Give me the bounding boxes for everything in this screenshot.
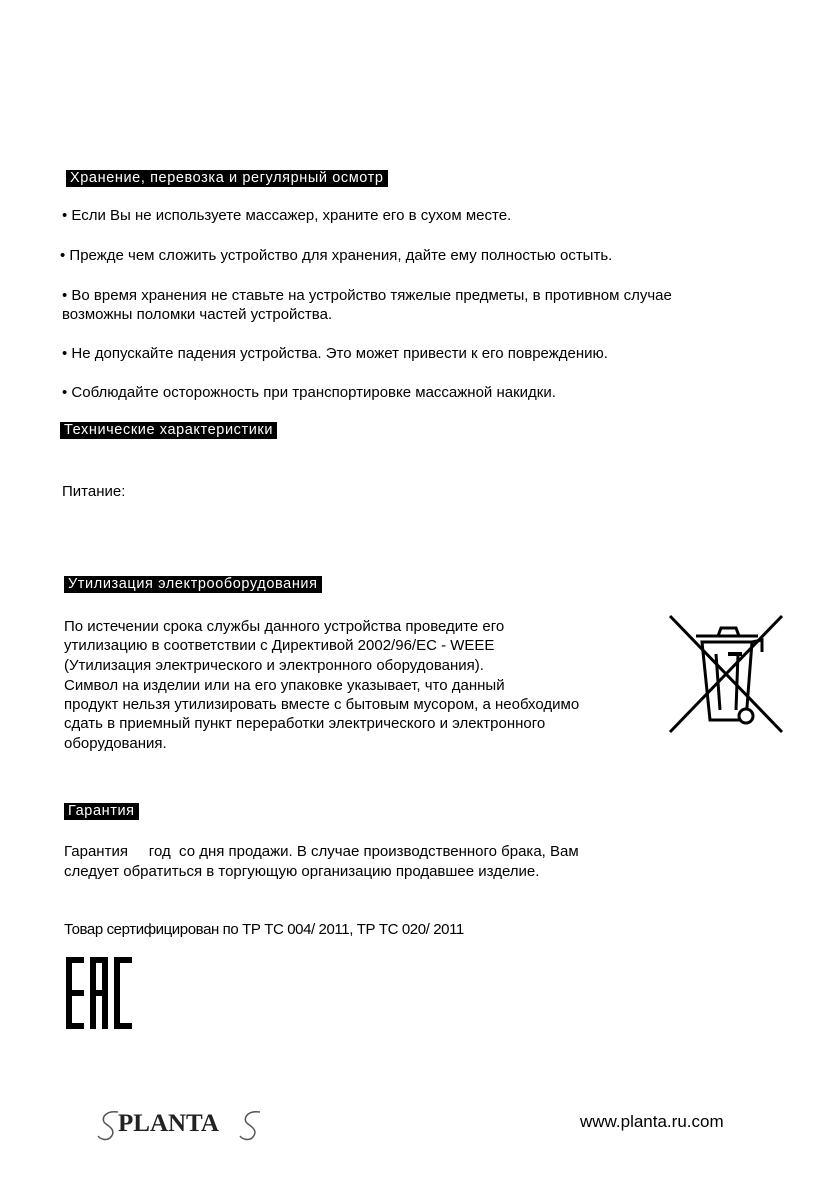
disposal-line-6: сдать в приемный пункт переработки электрического и электронного (64, 715, 546, 732)
disposal-line-1: По истечении срока службы данного устройства проведите его (64, 618, 505, 635)
website-url[interactable]: www.planta.ru.com (580, 1112, 724, 1131)
storage-heading: Хранение, перевозка и регулярный осмотр (66, 170, 388, 187)
disposal-line-2: утилизацию в соответствии с Директивой 2002/96/ЕС - WEEE (64, 637, 495, 654)
certification-text: Товар сертифицирован по ТР ТС 004/ 2011, ТР ТС 020/ 2011 (64, 921, 464, 938)
warranty-heading: Гарантия (64, 803, 139, 820)
disposal-line-7: оборудования. (64, 735, 167, 752)
disposal-line-5: продукт нельзя утилизировать вместе с бытовым мусором, а необходимо (64, 696, 580, 713)
warranty-line-1: Гарантия год со дня продажи. В случае производственного брака, Вам (64, 843, 579, 860)
storage-item-3-cont: возможны поломки частей устройства. (62, 306, 333, 323)
crossed-out-wheelie-bin-icon (666, 612, 786, 736)
power-label: Питание: (62, 483, 126, 500)
storage-item-4: • Не допускайте падения устройства. Это может привести к его повреждению. (62, 345, 608, 362)
specs-heading: Технические характеристики (60, 422, 277, 439)
warranty-line-2: следует обратиться в торгующую организацию продавшее изделие. (64, 863, 540, 880)
eac-mark-icon (66, 957, 132, 1029)
disposal-line-3: (Утилизация электрического и электронного оборудования). (64, 657, 484, 674)
storage-item-1: • Если Вы не используете массажер, храните его в сухом месте. (62, 207, 512, 224)
storage-item-2: • Прежде чем сложить устройство для хранения, дайте ему полностью остыть. (60, 247, 613, 264)
storage-item-5: • Соблюдайте осторожность при транспортировке массажной накидки. (62, 384, 556, 401)
planta-logo-text: PLANTA (118, 1110, 219, 1137)
planta-logo (96, 1106, 262, 1142)
disposal-line-4: Символ на изделии или на его упаковке указывает, что данный (64, 677, 505, 694)
disposal-heading: Утилизация электрооборудования (64, 576, 322, 593)
storage-item-3: • Во время хранения не ставьте на устройство тяжелые предметы, в противном случае (62, 287, 672, 304)
